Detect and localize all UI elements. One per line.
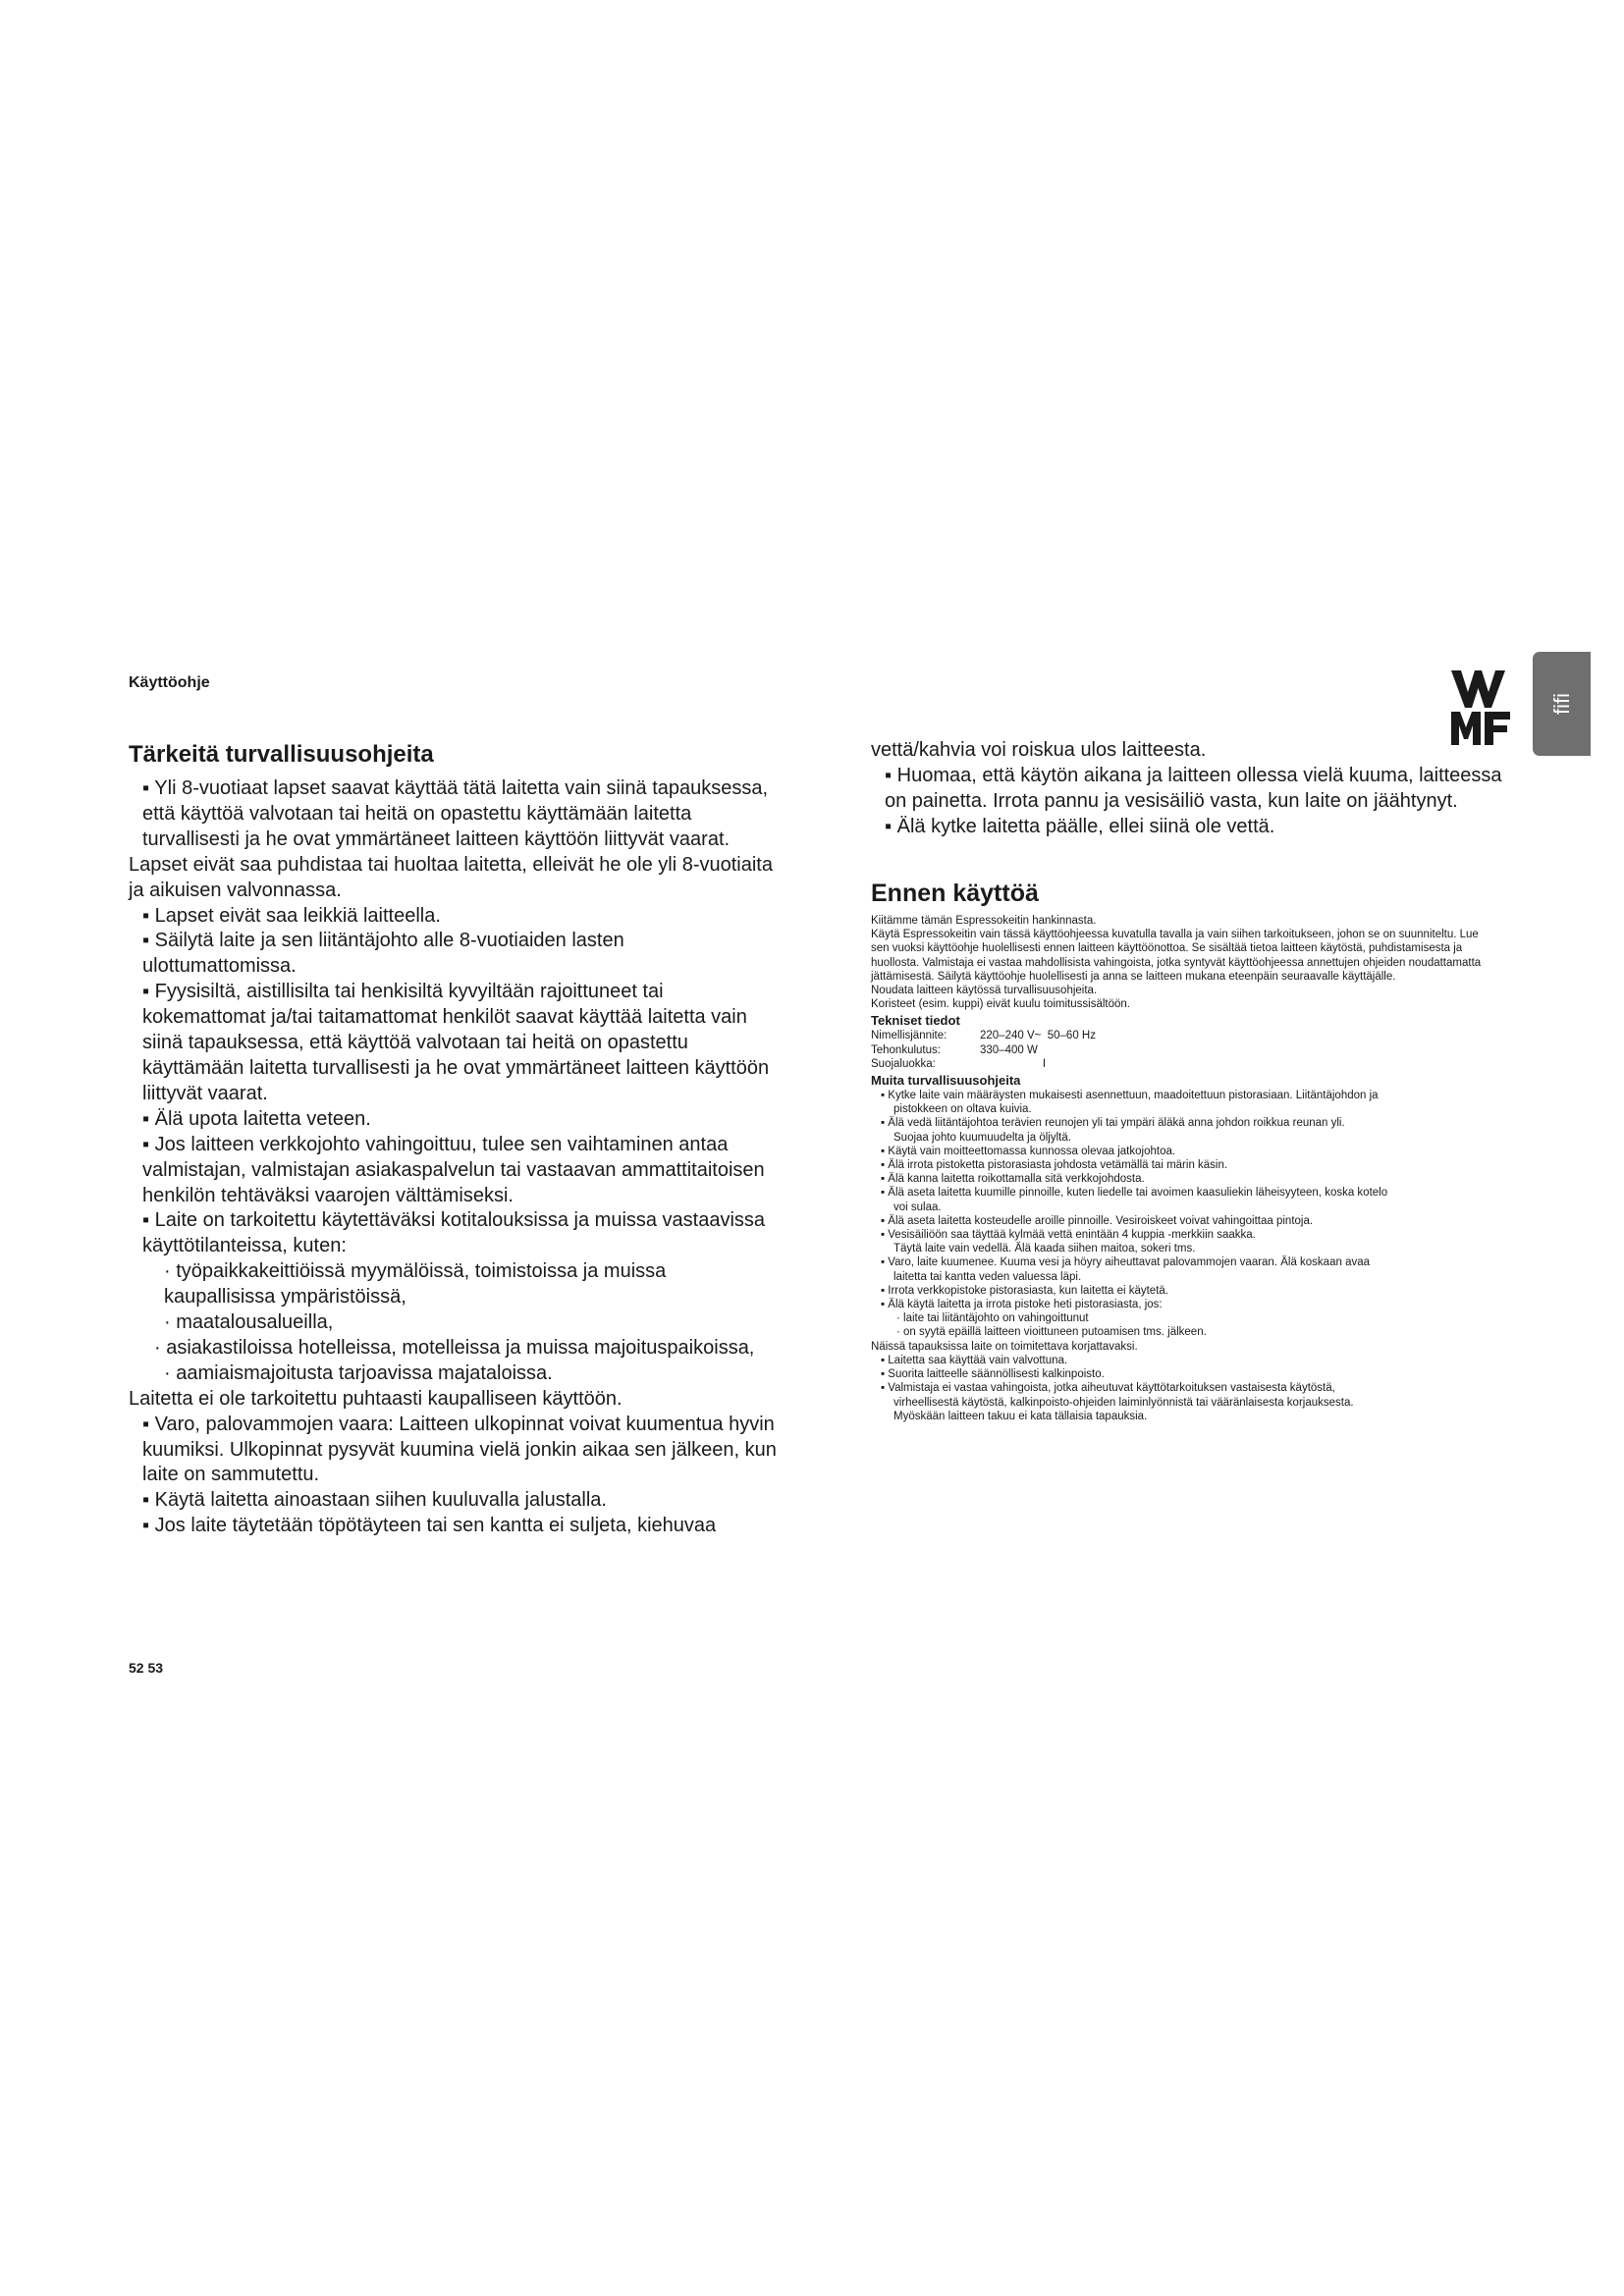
other-safety-item: pistokkeen on oltava kuivia. [893,1103,1032,1116]
other-safety-item: ▪ Älä aseta laitetta kuumille pinnoille, kuten liedelle tai avoimen kaasuliekin läheisyyteen, koska kotelo [881,1187,1388,1200]
other-safety-item: ▪ Käytä vain moitteettomassa kunnossa olevaa jatkojohtoa. [881,1145,1176,1157]
safety-item: ▪ Säilytä laite ja sen liitäntäjohto alle 8-vuotiaiden lasten ulottumattomissa. [142,930,624,978]
other-safety-item: ▪ Älä käytä laitetta ja irrota pistoke heti pistorasiasta, jos: [881,1299,1163,1311]
safety-list-continued [871,738,1509,840]
intro-paragraph: Noudata laitteen käytössä turvallisuusohjeita. [871,985,1098,997]
wmf-logo-icon [1451,670,1512,745]
other-safety-item: · laite tai liitäntäjohto on vahingoittunut [896,1312,1089,1325]
other-safety-item: Suojaa johto kuumuudelta ja öljyltä. [893,1131,1071,1144]
other-safety-item: virheellisestä käytöstä, kalkinpoisto-ohjeiden laiminlyönnistä tai vääränlaisesta korjauksesta. [893,1396,1354,1409]
safety-item: ▪ Älä upota laitetta veteen. [142,1107,371,1130]
spec-row [871,1057,1499,1071]
language-code: fifi [1548,693,1574,715]
spec-value: I [980,1057,1047,1070]
right-column-continuation [871,738,1509,840]
spec-row [871,1043,1499,1057]
safety-item: Laitetta ei ole tarkoitettu puhtaasti kaupalliseen käyttöön. [129,1387,623,1410]
spec-value: 330–400 W [980,1043,1038,1056]
safety-item: ▪ Huomaa, että käytön aikana ja laitteen ollessa vielä kuuma, laitteessa on painetta. Irrota pannu ja vesisäiliö vasta, kun laite on jäähtynyt. [885,764,1502,812]
safety-item: vettä/kahvia voi roiskua ulos laitteesta. [871,739,1207,761]
other-safety-item: Näissä tapauksissa laite on toimitettava korjattavaksi. [871,1340,1138,1353]
safety-item: · maatalousalueilla, [164,1311,334,1334]
other-safety-list [871,1089,1499,1423]
safety-title: Tärkeitä turvallisuusohjeita [129,741,434,768]
other-safety-item: voi sulaa. [893,1201,942,1213]
safety-item: ▪ Varo, palovammojen vaara: Laitteen ulkopinnat voivat kuumentua hyvin kuumiksi. Ulkopinnat pysyvät kuumina vielä jonkin aikaa sen jälkeen, kun laite on sammutettu. [142,1413,777,1486]
other-safety-item: · on syytä epäillä laitteen vioittuneen putoamisen tms. jälkeen. [896,1326,1207,1339]
safety-item: Lapset eivät saa puhdistaa tai huoltaa laitetta, elleivät he ole yli 8-vuotiaita ja aikuisen valvonnassa. [129,853,773,901]
other-safety-item: ▪ Kytke laite vain määräysten mukaisesti asennettuun, maadoitettuun pistorasiaan. Liitäntäjohdon ja [881,1090,1379,1102]
before-use-title: Ennen käyttöä [871,880,1039,907]
safety-item: ▪ Fyysisiltä, aistillisilta tai henkisiltä kyvyiltään rajoittuneet tai kokemattomat ja/tai taitamattomat henkilöt saavat käyttää laitetta vain siinä tapauksessa, että käyttöä valvotaan tai heitä on opastettu käyttämään laitetta turvallisesti ja he ovat ymmärtäneet laitteen käyttöön liittyvät vaarat. [142,981,770,1104]
safety-item: ▪ Jos laitteen verkkojohto vahingoittuu, tulee sen vaihtaminen antaa valmistajan, valmistajan asiakaspalvelun tai vastaavan ammattitaitoisen henkilön tehtäväksi vaarojen välttämiseksi. [142,1133,765,1206]
spec-label: Nimellisjännite: [871,1030,947,1042]
intro-paragraph: Käytä Espressokeitin vain tässä käyttöohjeessa kuvatulla tavalla ja vain siihen tarkoitukseen, johon se on suunniteltu. Lue sen vuoksi käyttöohje huolellisesti ennen laitteen käyttöönottoa. Se sisältää tietoa laitteen käytöstä, puhdistamisesta ja huollosta. Valmistaja ei vastaa mahdollisista vahingoista, jotka syntyvät käyttöohjeessa annettujen ohjeiden noudattamatta jättämisestä. Säilytä käyttöohje huolellisesti ja anna se laitteen mukana eteenpäin seuraavalle käyttäjälle. [871,929,1482,983]
intro-paragraph: Kiitämme tämän Espressokeitin hankinnasta. [871,915,1097,927]
other-safety-item: ▪ Laitetta saa käyttää vain valvottuna. [881,1354,1068,1366]
spec-label: Suojaluokka: [871,1057,936,1070]
other-safety-item: ▪ Varo, laite kuumenee. Kuuma vesi ja höyry aiheuttavat palovammojen vaaran. Älä koskaan avaa [881,1256,1371,1269]
spec-label: Tehonkulutus: [871,1043,941,1056]
other-safety-item: ▪ Älä aseta laitetta kosteudelle aroille pinnoille. Vesiroiskeet voivat vahingoittaa pintoja. [881,1214,1314,1227]
intro-paragraph: Koristeet (esim. kuppi) eivät kuulu toimitussisältöön. [871,998,1130,1011]
safety-item: ▪ Käytä laitetta ainoastaan siihen kuuluvalla jalustalla. [142,1489,607,1512]
right-column [871,879,1499,1423]
technical-data-title: Tekniset tiedot [871,1013,960,1029]
safety-item: ▪ Yli 8-vuotiaat lapset saavat käyttää tätä laitetta vain siinä tapauksessa, että käyttöä valvotaan tai heitä on opastettu käyttämään laitetta turvallisesti ja he ovat ymmärtäneet laitteen käyttöön liittyvät vaarat. [142,777,769,850]
safety-item: · työpaikkakeittiöissä myymälöissä, toimistoissa ja muissa kaupallisissa ympäristöissä, [164,1260,667,1308]
before-use-intro [871,914,1499,1011]
page-numbers: 52 53 [129,1660,164,1676]
manual-header-label: Käyttöohje [129,674,210,691]
other-safety-item: ▪ Vesisäiliöön saa täyttää kylmää vettä enintään 4 kuppia -merkkiin saakka. [881,1229,1256,1242]
left-column [129,740,777,1539]
other-safety-item: ▪ Älä vedä liitäntäjohtoa terävien reunojen yli tai ympäri äläkä anna johdon roikkua reunan yli. [881,1117,1345,1130]
other-safety-title: Muita turvallisuusohjeita [871,1073,1021,1089]
safety-item: ▪ Jos laite täytetään töpötäyteen tai sen kantta ei suljeta, kiehuvaa [142,1515,717,1537]
other-safety-item: ▪ Suorita laitteelle säännöllisesti kalkinpoisto. [881,1368,1105,1381]
spec-row [871,1029,1499,1042]
other-safety-item: ▪ Valmistaja ei vastaa vahingoista, jotka aiheutuvat käyttötarkoituksen vastaisesta käytöstä, [881,1382,1335,1395]
technical-data-table [871,1029,1499,1071]
safety-item: · asiakastiloissa hotelleissa, motelleissa ja muissa majoituspaikoissa, [154,1336,755,1359]
safety-item: ▪ Lapset eivät saa leikkiä laitteella. [142,904,441,927]
other-safety-item: Täytä laite vain vedellä. Älä kaada siihen maitoa, sokeri tms. [893,1243,1196,1255]
other-safety-item: ▪ Älä kanna laitetta roikottamalla sitä verkkojohdosta. [881,1173,1145,1186]
other-safety-item: ▪ Älä irrota pistoketta pistorasiasta johdosta vetämällä tai märin käsin. [881,1159,1228,1172]
language-tab [1533,652,1591,756]
safety-list [129,776,777,1539]
other-safety-item: laitetta tai kantta veden valuessa läpi. [893,1270,1082,1283]
safety-item: ▪ Älä kytke laitetta päälle, ellei siinä ole vettä. [885,815,1275,837]
safety-item: · aamiaismajoitusta tarjoavissa majataloissa. [164,1362,553,1384]
other-safety-item: Myöskään laitteen takuu ei kata tällaisia tapauksia. [893,1410,1148,1422]
other-safety-item: ▪ Irrota verkkopistoke pistorasiasta, kun laitetta ei käytetä. [881,1284,1168,1297]
safety-item: ▪ Laite on tarkoitettu käytettäväksi kotitalouksissa ja muissa vastaavissa käyttötilanteissa, kuten: [142,1209,766,1257]
spec-value: 220–240 V~ 50–60 Hz [980,1030,1096,1042]
